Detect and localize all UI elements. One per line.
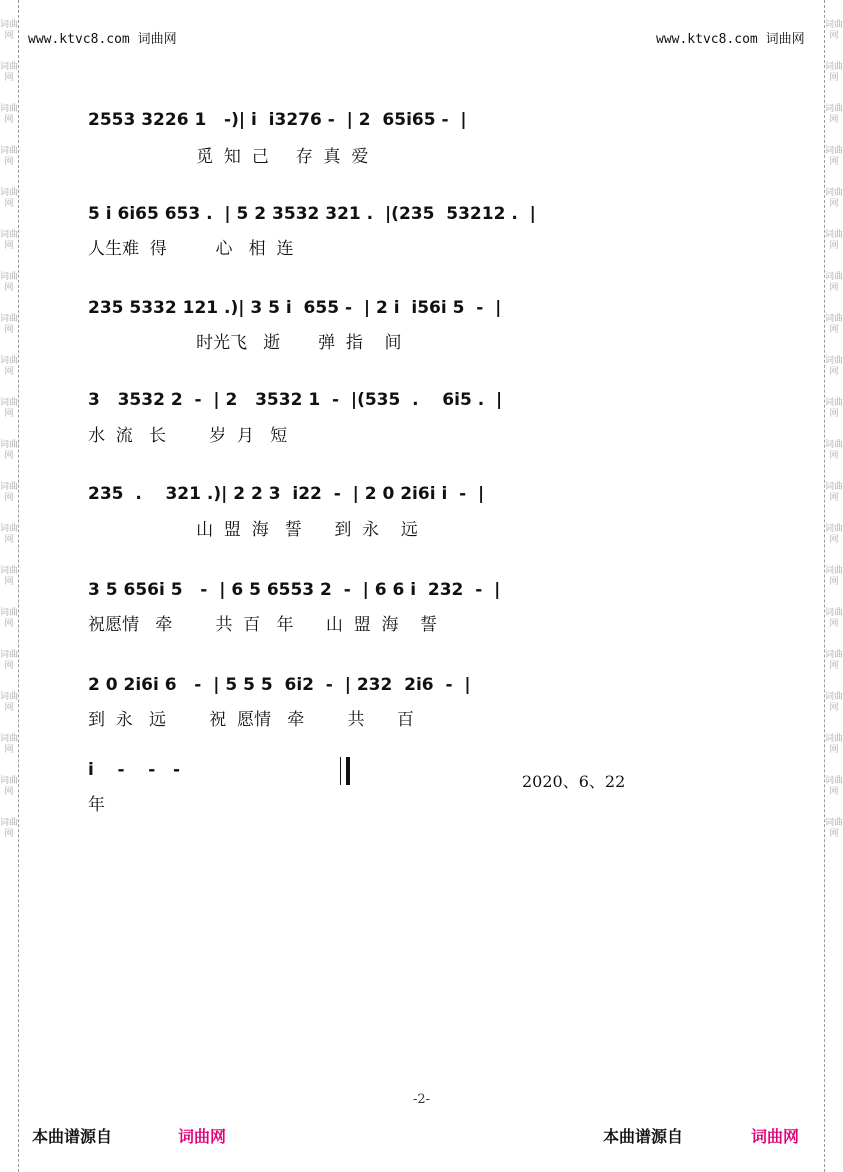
watermark-text: 词曲网 [0,314,19,335]
watermark-text: 词曲网 [0,482,19,503]
watermark-text: 词曲网 [825,440,843,461]
watermark-text: 词曲网 [0,20,19,41]
right-watermark-strip [824,0,843,1172]
watermark-text: 词曲网 [0,818,19,839]
left-watermark-strip [0,0,19,1172]
watermark-text: 词曲网 [825,482,843,503]
site-url[interactable]: www.ktvc8.com 词曲网 [656,32,805,47]
notation-line: 235 . 321 .)| 2 2 3 i22 - | 2 0 2i6i i - | [88,484,485,504]
watermark-text: 词曲网 [825,734,843,755]
watermark-text: 词曲网 [0,566,19,587]
watermark-text: 词曲网 [825,104,843,125]
watermark-text: 词曲网 [0,776,19,797]
lyric-line: 到 永 远 祝 愿情 牵 共 百 [88,710,414,730]
notation-line: 2553 3226 1 -)| i i3276 - | 2 65i65 - | [88,110,467,130]
watermark-text: 词曲网 [825,608,843,629]
notation-line: i - - - [88,760,181,780]
watermark-text: 词曲网 [825,62,843,83]
lyric-line: 山 盟 海 誓 到 永 远 [88,520,418,540]
lyric-line: 水 流 长 岁 月 短 [88,426,288,446]
watermark-text: 词曲网 [825,566,843,587]
watermark-text: 词曲网 [0,608,19,629]
watermark-text: 词曲网 [825,272,843,293]
date-text: 2020、6、22 [522,772,626,791]
watermark-text: 词曲网 [825,692,843,713]
watermark-text: 词曲网 [0,272,19,293]
notation-line: 5 i 6i65 653 . | 5 2 3532 321 . |(235 53212 . | [88,204,536,224]
notation-line: 2 0 2i6i 6 - | 5 5 5 6i2 - | 232 2i6 - | [88,675,471,695]
watermark-text: 词曲网 [0,104,19,125]
watermark-text: 词曲网 [825,356,843,377]
watermark-text: 词曲网 [0,62,19,83]
watermark-text: 词曲网 [0,188,19,209]
final-barline [340,757,350,785]
lyric-line: 人生难 得 心 相 连 [88,239,294,259]
site-url[interactable]: www.ktvc8.com 词曲网 [28,32,177,47]
watermark-text: 词曲网 [0,440,19,461]
watermark-text: 词曲网 [825,146,843,167]
watermark-text: 词曲网 [825,776,843,797]
source-label: 本曲谱源自 [603,1127,684,1146]
watermark-text: 词曲网 [825,20,843,41]
lyric-line: 年 [88,795,105,815]
watermark-text: 词曲网 [0,524,19,545]
watermark-text: 词曲网 [0,146,19,167]
watermark-text: 词曲网 [825,524,843,545]
watermark-text: 词曲网 [825,230,843,251]
watermark-text: 词曲网 [0,230,19,251]
lyric-line: 觅 知 己 存 真 爱 [88,147,369,167]
watermark-text: 词曲网 [0,398,19,419]
watermark-text: 词曲网 [825,398,843,419]
notation-line: 235 5332 121 .)| 3 5 i 655 - | 2 i i56i 5 - | [88,298,502,318]
lyric-line: 祝愿情 牵 共 百 年 山 盟 海 誓 [88,615,438,635]
watermark-text: 词曲网 [0,734,19,755]
source-label: 本曲谱源自 [32,1127,113,1146]
notation-line: 3 5 656i 5 - | 6 5 6553 2 - | 6 6 i 232 - | [88,580,501,600]
page-number: -2- [412,1092,431,1107]
watermark-text: 词曲网 [825,188,843,209]
watermark-text: 词曲网 [0,692,19,713]
watermark-text: 词曲网 [0,356,19,377]
source-site-link[interactable]: 词曲网 [178,1127,227,1146]
lyric-line: 时光飞 逝 弹 指 间 [88,333,402,353]
watermark-text: 词曲网 [825,818,843,839]
source-site-link[interactable]: 词曲网 [751,1127,800,1146]
notation-line: 3 3532 2 - | 2 3532 1 - |(535 . 6i5 . | [88,390,503,410]
watermark-text: 词曲网 [825,650,843,671]
watermark-text: 词曲网 [0,650,19,671]
watermark-text: 词曲网 [825,314,843,335]
